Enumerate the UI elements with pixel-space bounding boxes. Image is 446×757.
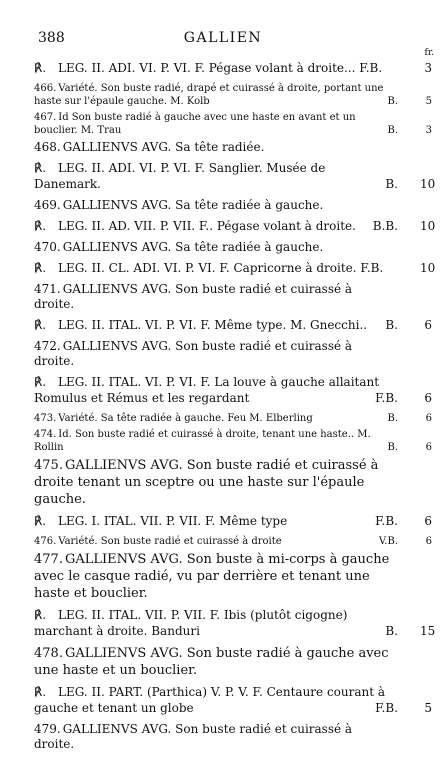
catalog-entry <box>34 218 436 234</box>
catalog-entry <box>34 82 432 108</box>
catalog-entry <box>34 111 432 137</box>
entry-text: GALLIENVS AVG. Sa tête radiée à gauche. <box>62 198 324 212</box>
entry-label: 470. <box>34 240 61 254</box>
entry-text: GALLIENVS AVG. Son buste radié et cuirassé à droite tenant un sceptre ou une haste sur l'épaule gauche. <box>34 458 379 507</box>
catalog-entry <box>34 535 432 548</box>
entry-list <box>34 60 436 757</box>
entry-label: ℟. <box>34 514 47 528</box>
running-title: GALLIEN <box>183 30 263 46</box>
entry-label: ℟. <box>34 61 47 75</box>
value-francs: 6 <box>425 536 432 547</box>
entry-label: ℟. <box>34 219 47 233</box>
entry-label: 473. <box>34 413 57 424</box>
value-francs: 3 <box>425 125 432 136</box>
catalog-entry <box>34 607 436 639</box>
condition-mark: B. <box>387 96 398 107</box>
value-francs: 5 <box>425 96 432 107</box>
entry-label: 474. <box>34 429 57 440</box>
value-francs: 10 <box>420 261 436 275</box>
entry-label: ℟. <box>34 375 47 389</box>
entry-text: GALLIENVS AVG. Sa tête radiée. <box>62 140 265 154</box>
condition-mark: F.B. <box>375 701 398 715</box>
catalog-entry <box>34 551 432 602</box>
catalog-entry <box>34 160 436 192</box>
entry-text: LEG. II. AD. VII. P. VII. F.. Pégase volant à droite. <box>58 219 356 233</box>
condition-mark: F.B. <box>375 391 398 405</box>
value-francs: 6 <box>425 413 432 424</box>
entry-label: ℟. <box>34 608 47 622</box>
catalog-entry <box>34 513 432 529</box>
entry-text: LEG. II. ITAL. VI. P. VI. F. La louve à gauche allaitant Romulus et Rémus et les regardant <box>34 375 380 405</box>
condition-mark: B. <box>387 125 398 136</box>
entry-label: 467. <box>34 112 57 123</box>
entry-text: LEG. II. ITAL. VI. P. VI. F. Même type. M. Gnecchi.. <box>58 318 368 332</box>
catalog-entry <box>34 317 432 333</box>
catalog-entry <box>34 722 432 752</box>
value-francs: 5 <box>424 701 432 715</box>
catalog-entry <box>34 240 432 255</box>
entry-label: 479. <box>34 722 61 736</box>
entry-text: GALLIENVS AVG. Son buste radié et cuirassé à droite. <box>34 722 353 751</box>
entry-text: Id. Son buste radié et cuirassé à droite, tenant une haste.. M. Rollin <box>34 429 371 453</box>
entry-label: 471. <box>34 282 61 296</box>
entry-text: Variété. Son buste radié, drapé et cuirassé à droite, portant une haste sur l'épaule gauche. M. Kolb <box>34 83 384 107</box>
entry-text: LEG. I. ITAL. VII. P. VII. F. Même type <box>58 514 288 528</box>
condition-mark: B. <box>385 177 398 191</box>
entry-text: GALLIENVS AVG. Son buste radié et cuirassé à droite. <box>34 282 353 311</box>
entry-label: 475. <box>34 458 63 473</box>
condition-mark: V.B. <box>378 536 398 547</box>
catalog-entry <box>34 339 432 369</box>
catalog-entry <box>34 60 432 76</box>
entry-label: 468. <box>34 140 61 154</box>
entry-text: Id Son buste radié à gauche avec une haste en avant et un bouclier. M. Trau <box>34 112 356 136</box>
entry-text: LEG. II. CL. ADI. VI. P. VI. F. Capricorne à droite. F.B. <box>58 261 384 275</box>
entry-text: GALLIENVS AVG. Son buste radié et cuirassé à droite. <box>34 339 353 368</box>
value-francs: 6 <box>424 391 432 405</box>
value-francs: 6 <box>424 318 432 332</box>
entry-text: Variété. Son buste radié et cuirassé à droite <box>58 536 282 547</box>
value-francs: 6 <box>425 442 432 453</box>
entry-label: 478. <box>34 646 63 661</box>
catalog-entry <box>34 428 432 454</box>
catalog-entry <box>34 645 432 679</box>
entry-label: ℟. <box>34 161 47 175</box>
value-column-label: fr. <box>424 48 434 58</box>
catalog-entry <box>34 412 432 425</box>
entry-text: LEG. II. ITAL. VII. P. VII. F. Ibis (plutôt cigogne) marchant à droite. Banduri <box>34 608 348 638</box>
entry-label: 477. <box>34 552 63 567</box>
catalog-entry <box>34 684 432 716</box>
catalog-entry <box>34 140 432 155</box>
value-francs: 6 <box>424 514 432 528</box>
catalog-entry <box>34 198 432 213</box>
page-number: 388 <box>38 30 65 46</box>
condition-mark: B.B. <box>372 219 398 233</box>
value-francs: 15 <box>420 624 436 638</box>
condition-mark: B. <box>387 442 398 453</box>
entry-text: LEG. II. PART. (Parthica) V. P. V. F. Centaure courant à gauche et tenant un globe <box>34 685 386 715</box>
entry-text: GALLIENVS AVG. Sa tête radiée à gauche. <box>62 240 324 254</box>
entry-label: ℟. <box>34 318 47 332</box>
catalog-entry <box>34 260 436 276</box>
entry-label: ℟. <box>34 685 47 699</box>
entry-label: 469. <box>34 198 61 212</box>
condition-mark: B. <box>387 413 398 424</box>
entry-text: Variété. Sa tête radiée à gauche. Feu M. Elberling <box>58 413 313 424</box>
value-francs: 10 <box>420 177 436 191</box>
catalog-entry <box>34 282 432 312</box>
catalog-entry <box>34 457 432 508</box>
entry-text: LEG. II. ADI. VI. P. VI. F. Pégase volant à droite... F.B. <box>58 61 383 75</box>
condition-mark: B. <box>385 624 398 638</box>
condition-mark: F.B. <box>375 514 398 528</box>
entry-text: LEG. II. ADI. VI. P. VI. F. Sanglier. Musée de Danemark. <box>34 161 326 191</box>
entry-label: 472. <box>34 339 61 353</box>
value-francs: 10 <box>420 219 436 233</box>
entry-text: GALLIENVS AVG. Son buste radié à gauche avec une haste et un bouclier. <box>34 646 389 678</box>
catalog-entry <box>34 374 432 406</box>
entry-label: 466. <box>34 83 57 94</box>
entry-label: 476. <box>34 536 57 547</box>
entry-text: GALLIENVS AVG. Son buste à mi-corps à gauche avec le casque radié, vu par derrière et tenant une haste et bouclier. <box>34 552 390 601</box>
value-francs: 3 <box>424 61 432 75</box>
entry-label: ℟. <box>34 261 47 275</box>
running-header <box>0 30 446 58</box>
condition-mark: B. <box>385 318 398 332</box>
